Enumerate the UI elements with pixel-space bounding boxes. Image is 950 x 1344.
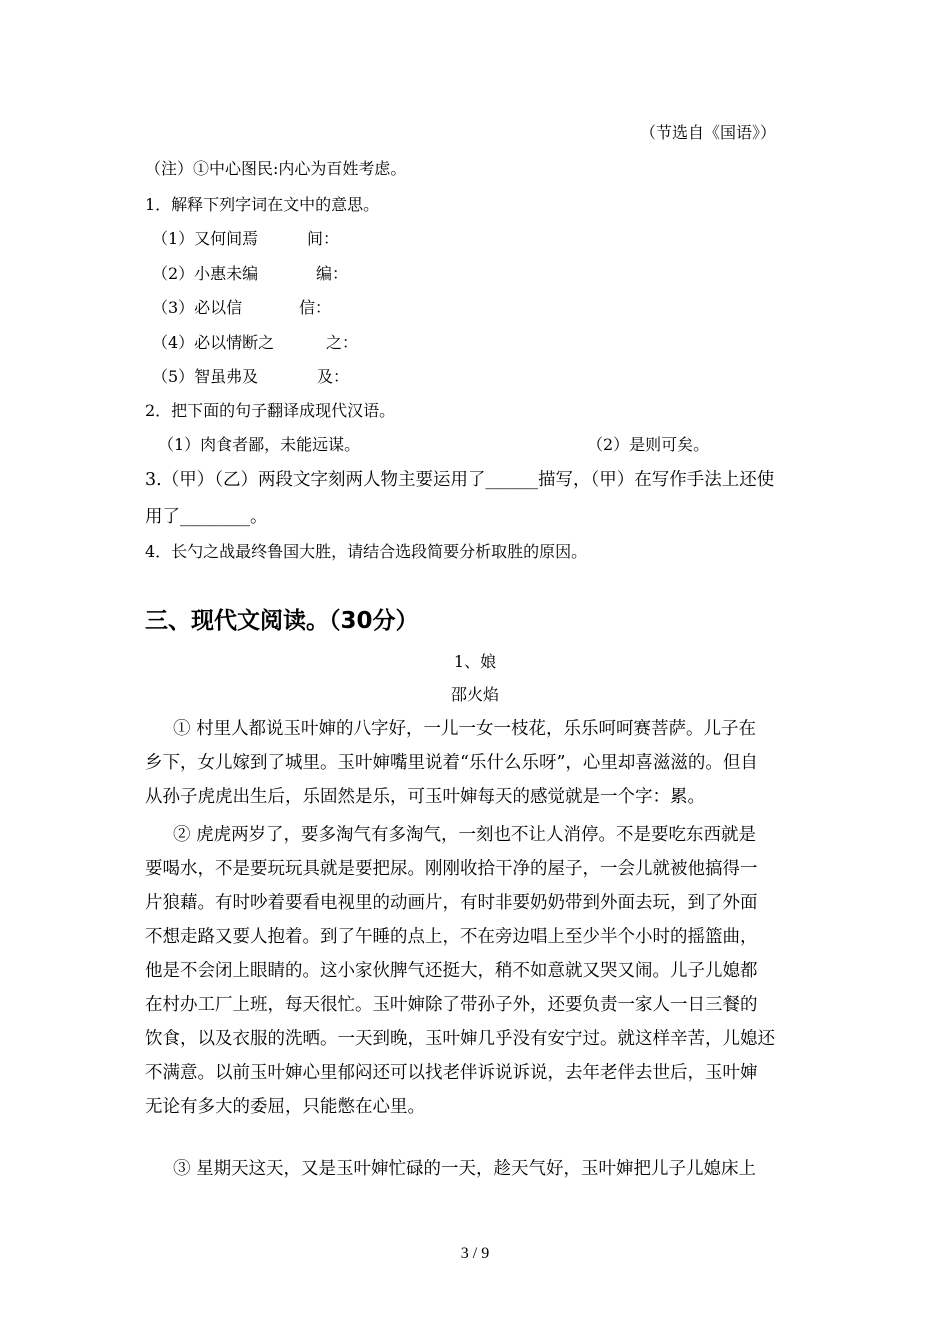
article-paragraph-2: [145, 818, 807, 1124]
section-heading: 三、现代文阅读。（30分）: [145, 608, 419, 634]
question-1-item: [152, 229, 340, 249]
paragraph-line: 饮食，以及衣服的洗晒。一天到晚，玉叶婶几乎没有安宁过。就这样辛苦，儿媳还: [145, 1029, 775, 1049]
item-word: 编：: [316, 264, 349, 283]
item-phrase: （1）又何间焉: [152, 229, 259, 248]
annotation-note: （注）①中心图民:内心为百姓考虑。: [145, 159, 407, 178]
item-word: 信：: [299, 298, 332, 317]
paragraph-line: ③ 星期天这天，又是玉叶婶忙碌的一天，趁天气好，玉叶婶把儿子儿媳床上: [173, 1159, 757, 1179]
item-phrase: （3）必以信: [152, 298, 243, 317]
question-1-item: [152, 333, 359, 353]
question-2-item-1: （1）肉食者鄙，未能远谋。: [158, 435, 361, 454]
article-author: 邵火焰: [450, 685, 499, 704]
paragraph-line: 乡下，女儿嫁到了城里。玉叶婶嘴里说着“乐什么乐呀”，心里却喜滋滋的。但自: [145, 753, 758, 773]
paragraph-line: 从孙子虎虎出生后，乐固然是乐，可玉叶婶每天的感觉就是一个字：累。: [145, 787, 705, 807]
article-paragraph-3: [145, 1152, 807, 1186]
page-number: 3 / 9: [460, 1245, 490, 1262]
question-1-item: [152, 367, 350, 387]
question-1-stem: 1．解释下列字词在文中的意思。: [145, 195, 380, 214]
item-phrase: （2）小惠未编: [152, 264, 259, 283]
item-phrase: （4）必以情断之: [152, 333, 275, 352]
question-4: 4．长勺之战最终鲁国大胜，请结合选段简要分析取胜的原因。: [145, 542, 588, 561]
item-word: 及：: [317, 367, 350, 386]
question-3-line-2: 用了________。: [145, 507, 268, 527]
paragraph-line: ① 村里人都说玉叶婶的八字好，一儿一女一枝花，乐乐呵呵赛菩萨。儿子在: [173, 719, 757, 739]
question-3-line-1: 3.（甲）（乙）两段文字刻两人物主要运用了______描写，（甲）在写作手法上还使: [145, 470, 775, 490]
paragraph-line: 不满意。以前玉叶婶心里郁闷还可以找老伴诉说诉说，去年老伴去世后，玉叶婶: [145, 1063, 758, 1083]
paragraph-line: ② 虎虎两岁了，要多淘气有多淘气，一刻也不让人消停。不是要吃东西就是: [173, 825, 757, 845]
source-citation: （节选自《国语》）: [640, 123, 777, 142]
paragraph-line: 要喝水，不是要玩玩具就是要把尿。刚刚收拾干净的屋子，一会儿就被他搞得一: [145, 859, 758, 879]
question-1-item: [152, 264, 349, 284]
paragraph-line: 无论有多大的委屈，只能憋在心里。: [145, 1097, 425, 1117]
paragraph-line: 他是不会闭上眼睛的。这小家伙脾气还挺大，稍不如意就又哭又闹。儿子儿媳都: [145, 961, 758, 981]
question-2-stem: 2．把下面的句子翻译成现代汉语。: [145, 401, 396, 420]
question-1-item: [152, 298, 332, 318]
item-phrase: （5）智虽弗及: [152, 367, 259, 386]
paragraph-line: 片狼藉。有时吵着要看电视里的动画片，有时非要奶奶带到外面去玩，到了外面: [145, 893, 758, 913]
article-title: 1、娘: [453, 652, 497, 671]
question-2-item-2: （2）是则可矣。: [587, 435, 710, 454]
paragraph-line: 不想走路又要人抱着。到了午睡的点上，不在旁边唱上至少半个小时的摇篮曲，: [145, 927, 758, 947]
paragraph-line: 在村办工厂上班，每天很忙。玉叶婶除了带孙子外，还要负责一家人一日三餐的: [145, 995, 758, 1015]
item-word: 间：: [307, 229, 340, 248]
item-word: 之：: [326, 333, 359, 352]
article-paragraph-1: [145, 712, 807, 814]
